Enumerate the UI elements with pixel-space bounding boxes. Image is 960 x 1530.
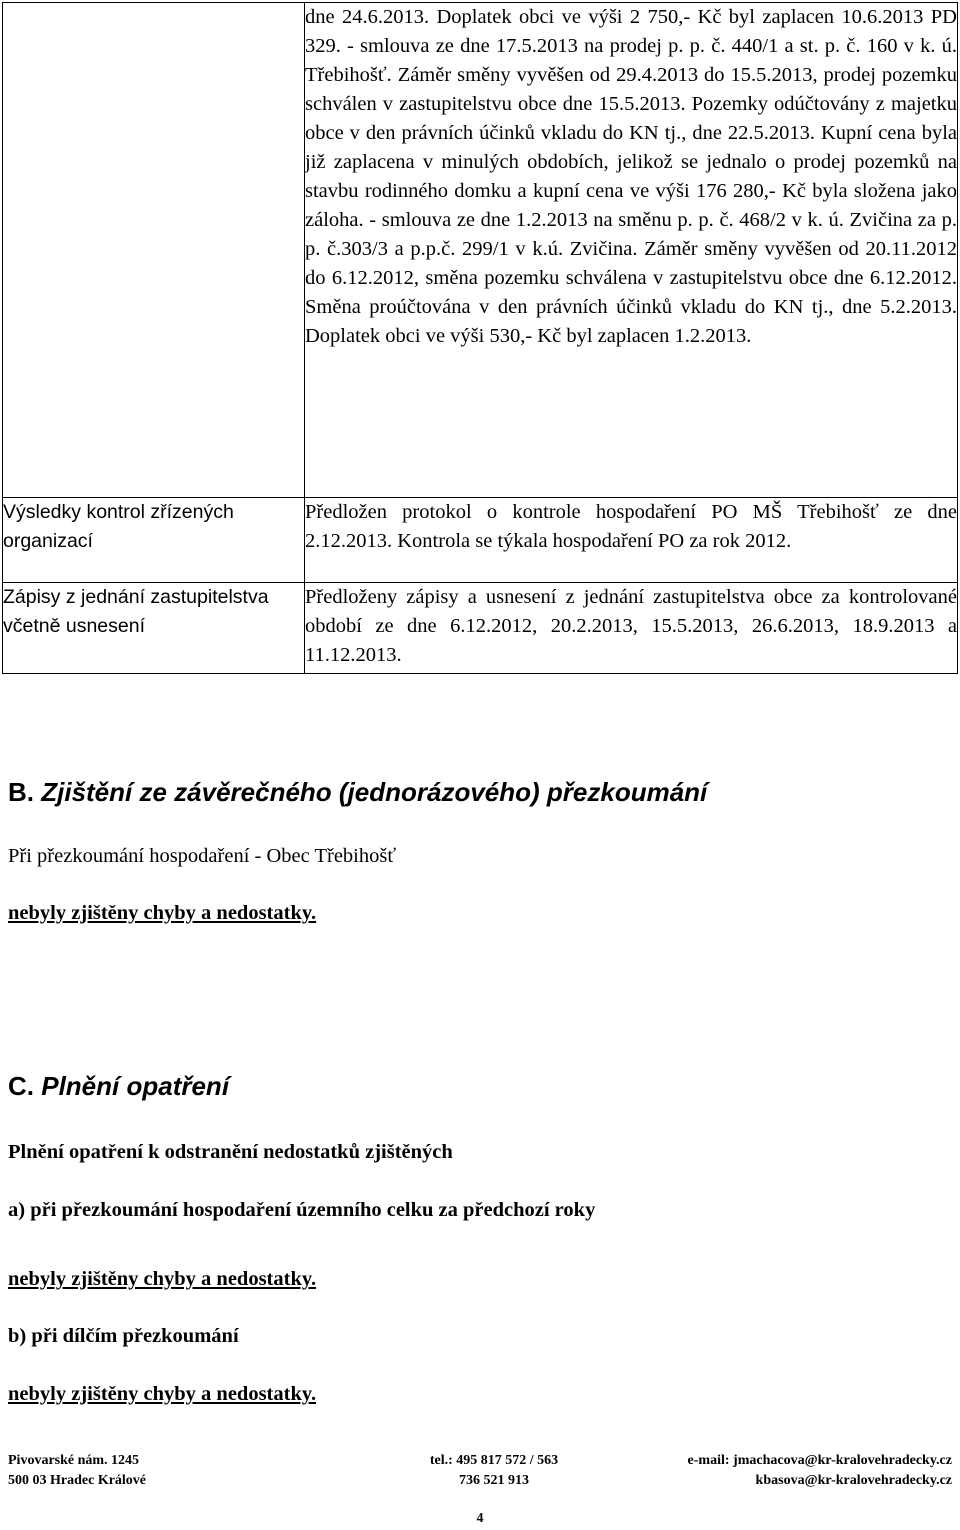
row-text: Předloženy zápisy a usnesení z jednání zastupitelstva obce za kontrolované období ze dne 6.12.2012, 20.2.2013, 15.5.2013, 26.6.2013, 18.9.2013 a 11.12.2013. — [305, 586, 957, 666]
section-c-subheading: Plnění opatření k odstranění nedostatků zjištěných — [8, 1141, 453, 1163]
section-c-result-b: nebyly zjištěny chyby a nedostatky. — [8, 1383, 317, 1405]
section-c-heading — [8, 1071, 229, 1102]
section-b-heading — [8, 777, 707, 808]
section-b-title: Zjištění ze závěrečného (jednorázového) přezkoumání — [41, 777, 708, 807]
section-b-result: nebyly zjištěny chyby a nedostatky. — [8, 902, 317, 924]
row-label — [3, 3, 305, 498]
footer-phone — [406, 1451, 582, 1491]
footer-email-line: e-mail: jmachacova@kr-kralovehradecky.cz — [687, 1453, 952, 1468]
footer-address — [8, 1451, 146, 1491]
row-text: dne 24.6.2013. Doplatek obci ve výši 2 750,- Kč byl zaplacen 10.6.2013 PD 329. - smlouva ze dne 17.5.2013 na prodej p. p. č. 440/1 a st. p. č. 160 v k. ú. Třebihošť. Záměr směny vyvěšen od 29.4.2013 do 15.5.2013, prodej pozemku schválen v zastupitelstvu obce dne 15.5.2013. Pozemky odúčtovány z majetku obce v den právních účinků vkladu do KN tj., dne 22.5.2013. Kupní cena byla již zaplacena v minulých obdobích, jelikož se jednalo o prodej pozemků na stavbu rodinného domku a kupní cena ve výši 176 280,- Kč byla složena jako záloha. - smlouva ze dne 1.2.2013 na směnu p. p. č. 468/2 v k. ú. Zvičina za p. p. č.303/3 a p.p.č. 299/1 v k.ú. Zvičina. Záměr směny vyvěšen od 20.11.2012 do 6.12.2012, směna pozemku schválena v zastupitelstvu obce dne 6.12.2012. Směna proúčtována v den právních účinků vkladu do KN tj., dne 5.2.2013. Doplatek obci ve výši 530,- Kč byl zaplacen 1.2.2013. — [305, 6, 957, 347]
row-label: Zápisy z jednání zastupitelstva včetně usnesení — [3, 583, 305, 674]
row-label: Výsledky kontrol zřízených organizací — [3, 498, 305, 583]
footer-email-line: kbasova@kr-kralovehradecky.cz — [755, 1473, 952, 1488]
review-table — [2, 2, 958, 674]
section-c-result-a: nebyly zjištěny chyby a nedostatky. — [8, 1268, 317, 1290]
section-c-letter: C. — [8, 1071, 34, 1101]
footer-phone-line: 736 521 913 — [459, 1473, 529, 1488]
section-b-letter: B. — [8, 777, 34, 807]
footer-email — [688, 1451, 952, 1491]
footer-phone-line: tel.: 495 817 572 / 563 — [429, 1453, 559, 1468]
table-row — [3, 498, 958, 583]
page-number: 4 — [476, 1511, 484, 1526]
section-b-intro: Při přezkoumání hospodaření - Obec Třebihošť — [8, 845, 397, 867]
footer-address-line: Pivovarské nám. 1245 — [8, 1453, 140, 1468]
table-row — [3, 583, 958, 674]
section-c-item-a: a) při přezkoumání hospodaření územního celku za předchozí roky — [8, 1199, 596, 1221]
row-text: Předložen protokol o kontrole hospodaření PO MŠ Třebihošť ze dne 2.12.2013. Kontrola se týkala hospodaření PO za rok 2012. — [305, 501, 957, 552]
section-c-title: Plnění opatření — [41, 1071, 230, 1101]
table-row — [3, 3, 958, 498]
section-c-item-b: b) při dílčím přezkoumání — [8, 1325, 239, 1347]
footer-address-line: 500 03 Hradec Králové — [8, 1473, 147, 1488]
